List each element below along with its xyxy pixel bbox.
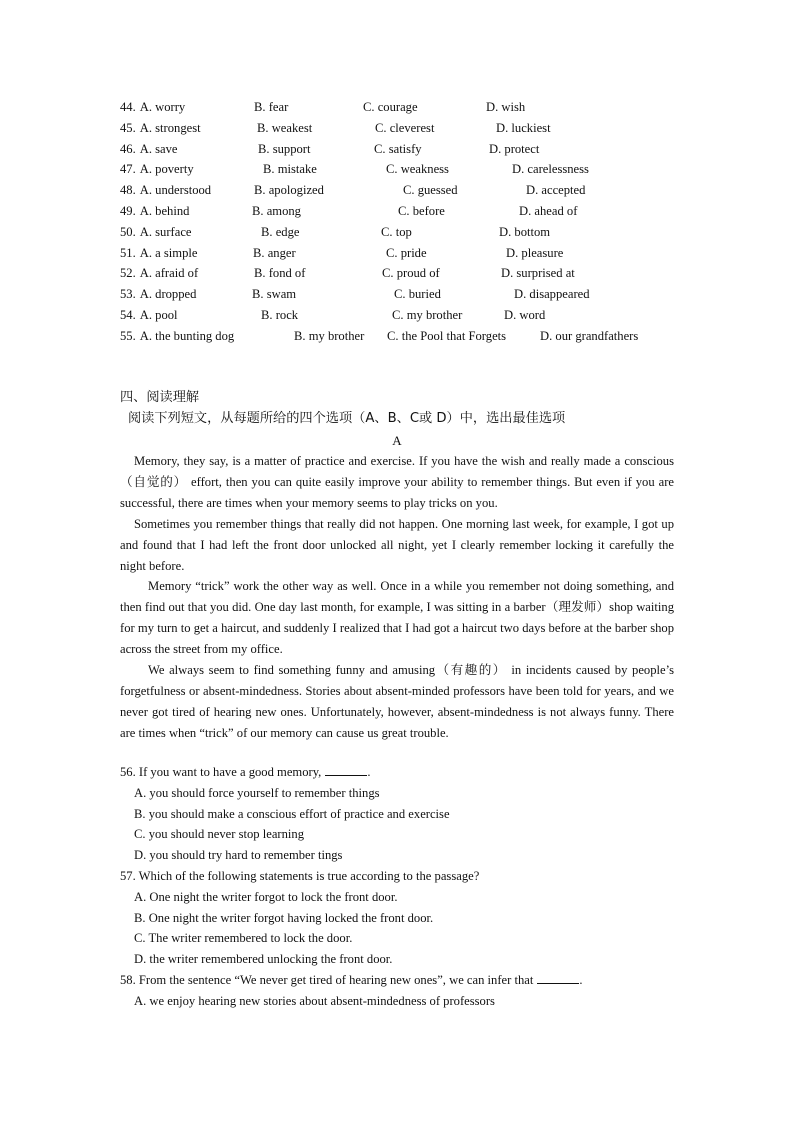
question-number: 46. — [120, 141, 136, 156]
question-list — [120, 762, 680, 1012]
option-c: C. top — [381, 224, 412, 239]
option-c: C. proud of — [382, 266, 440, 281]
option-d: D. protect — [489, 141, 540, 156]
option-a-text: A. afraid of — [139, 266, 199, 281]
cloze-option-row — [120, 243, 680, 264]
option-d: D. bottom — [499, 224, 551, 239]
question-stem-text: 57. Which of the following statements is true according to the passage? — [120, 868, 480, 883]
option-a — [120, 118, 201, 139]
option-d: D. our grandfathers — [540, 328, 639, 343]
option-a — [120, 263, 198, 284]
passage-paragraph: Sometimes you remember things that really did not happen. One morning last week, for example, I got up and found that I had left the front door unlocked all night, yet I clearly remember locking it carefully the night before. — [120, 516, 674, 573]
question-stem-text: 56. If you want to have a good memory, — [120, 765, 322, 779]
option-a — [120, 243, 197, 264]
option-b: B. fond of — [254, 266, 306, 281]
option-c: C. guessed — [403, 183, 458, 198]
question-number: 52. — [120, 266, 136, 281]
section-title: 四、阅读理解 — [120, 390, 200, 405]
option-a — [120, 201, 189, 222]
option-d: D. luckiest — [496, 120, 551, 135]
option-b: B. fear — [254, 100, 289, 114]
option-a-text: A. worry — [139, 100, 186, 114]
answer-option[interactable]: A. you should force yourself to remember things — [134, 785, 380, 800]
option-d: D. wish — [486, 100, 526, 114]
option-a-text: A. strongest — [139, 120, 201, 135]
cloze-option-row — [120, 180, 680, 201]
option-b: B. rock — [261, 307, 299, 322]
question-number: 48. — [120, 183, 136, 198]
option-b: B. support — [258, 141, 311, 156]
option-a — [120, 139, 178, 160]
option-c: C. buried — [394, 287, 441, 302]
answer-option[interactable]: B. One night the writer forgot having locked the front door. — [134, 910, 434, 925]
option-d: D. accepted — [526, 183, 586, 198]
passage-paragraph: We always seem to find something funny and amusing（有趣的） in incidents caused by people’s forgetfulness or absent-mindedness. Stories about absent-minded professors have been told for years, and we never got tired of hearing new ones. Unfortunately, however, absent-mindedness is not always funny. There are times when “trick” of our memory can cause us great trouble. — [120, 663, 674, 740]
option-d: D. word — [504, 307, 546, 322]
question-number: 51. — [120, 245, 136, 260]
cloze-option-row — [120, 305, 680, 326]
cloze-option-row — [120, 201, 680, 222]
option-a — [120, 97, 185, 118]
question-number: 45. — [120, 120, 136, 135]
answer-option[interactable]: C. you should never stop learning — [134, 827, 304, 842]
option-c: C. before — [398, 203, 445, 218]
option-a — [120, 284, 196, 305]
cloze-option-row — [120, 284, 680, 305]
cloze-option-row — [120, 222, 680, 243]
question-stem: 56. If you want to have a good memory, . — [120, 765, 371, 779]
option-d: D. ahead of — [519, 203, 578, 218]
option-a-text: A. pool — [139, 307, 178, 322]
option-a-text: A. poverty — [139, 162, 194, 177]
option-b: B. my brother — [294, 328, 365, 343]
option-a — [120, 159, 194, 180]
option-c: C. cleverest — [375, 120, 435, 135]
option-d: D. pleasure — [506, 245, 564, 260]
question-number: 50. — [120, 224, 136, 239]
answer-option[interactable]: D. the writer remembered unlocking the front door. — [134, 952, 393, 967]
option-a-text: A. a simple — [139, 245, 198, 260]
option-a-text: A. understood — [139, 183, 212, 198]
answer-option[interactable]: D. you should try hard to remember tings — [134, 848, 343, 863]
option-b: B. among — [252, 203, 301, 218]
answer-option[interactable]: B. you should make a conscious effort of practice and exercise — [134, 806, 450, 821]
option-c: C. the Pool that Forgets — [387, 328, 507, 343]
option-d: D. surprised at — [501, 266, 575, 281]
option-a — [120, 222, 192, 243]
question-number: 49. — [120, 203, 136, 218]
option-a-text: A. dropped — [139, 287, 197, 302]
question-number: 53. — [120, 287, 136, 302]
cloze-options-list — [120, 97, 680, 347]
question-number: 47. — [120, 162, 136, 177]
option-a-text: A. the bunting dog — [139, 328, 235, 343]
cloze-option-row — [120, 139, 680, 160]
option-b: B. weakest — [257, 120, 313, 135]
option-b: B. anger — [253, 245, 296, 260]
cloze-option-row — [120, 159, 680, 180]
option-d: D. disappeared — [514, 287, 590, 302]
answer-option[interactable]: A. we enjoy hearing new stories about absent-mindedness of professors — [134, 993, 495, 1008]
answer-option[interactable]: A. One night the writer forgot to lock the front door. — [134, 889, 398, 904]
passage-paragraph: Memory, they say, is a matter of practice and exercise. If you have the wish and really made a conscious（自觉的） effort, then you can quite easily improve your ability to remember things. But even if you are successful, there are times when your memory seems to play tricks on you. — [120, 454, 674, 510]
option-b: B. mistake — [263, 162, 317, 177]
option-b: B. swam — [252, 287, 297, 302]
answer-blank[interactable] — [325, 763, 367, 776]
question-number: 55. — [120, 328, 136, 343]
section-instruction: 阅读下列短文，从每题所给的四个选项（A、B、C或 D）中，选出最佳选项 — [128, 411, 566, 426]
option-c: C. satisfy — [374, 141, 422, 156]
option-b: B. edge — [261, 224, 300, 239]
option-c: C. my brother — [392, 307, 463, 322]
cloze-option-row — [120, 118, 680, 139]
option-a — [120, 180, 211, 201]
cloze-option-row — [120, 326, 680, 347]
option-c: C. pride — [386, 245, 427, 260]
cloze-option-row — [120, 263, 680, 284]
question-number: 44. — [120, 100, 136, 114]
passage-label: A — [392, 433, 402, 448]
option-a-text: A. behind — [139, 203, 190, 218]
option-a-text: A. surface — [139, 224, 192, 239]
option-c: C. weakness — [386, 162, 449, 177]
option-b: B. apologized — [254, 183, 324, 198]
answer-blank[interactable] — [537, 971, 579, 984]
reading-passage — [120, 451, 674, 744]
passage-paragraph: Memory “trick” work the other way as well. Once in a while you remember not doing something, and then find out that you did. One day last month, for example, I was sitting in a barber（理发师）shop waiting for my turn to get a haircut, and suddenly I realized that I had got a haircut two days before at the barber shop across the street from my office. — [120, 579, 674, 657]
option-a-text: A. save — [139, 141, 178, 156]
question-stem-text: 58. From the sentence “We never get tired of hearing new ones”, we can infer that — [120, 972, 534, 987]
option-c: C. courage — [363, 100, 418, 114]
cloze-option-row — [120, 97, 680, 118]
question-number: 54. — [120, 307, 136, 322]
option-a — [120, 326, 234, 347]
question-stem — [120, 866, 680, 887]
option-d: D. carelessness — [512, 162, 589, 177]
question-stem: 58. From the sentence “We never get tired of hearing new ones”, we can infer that . — [120, 972, 583, 987]
answer-option[interactable]: C. The writer remembered to lock the door. — [134, 931, 353, 946]
option-a — [120, 305, 178, 326]
